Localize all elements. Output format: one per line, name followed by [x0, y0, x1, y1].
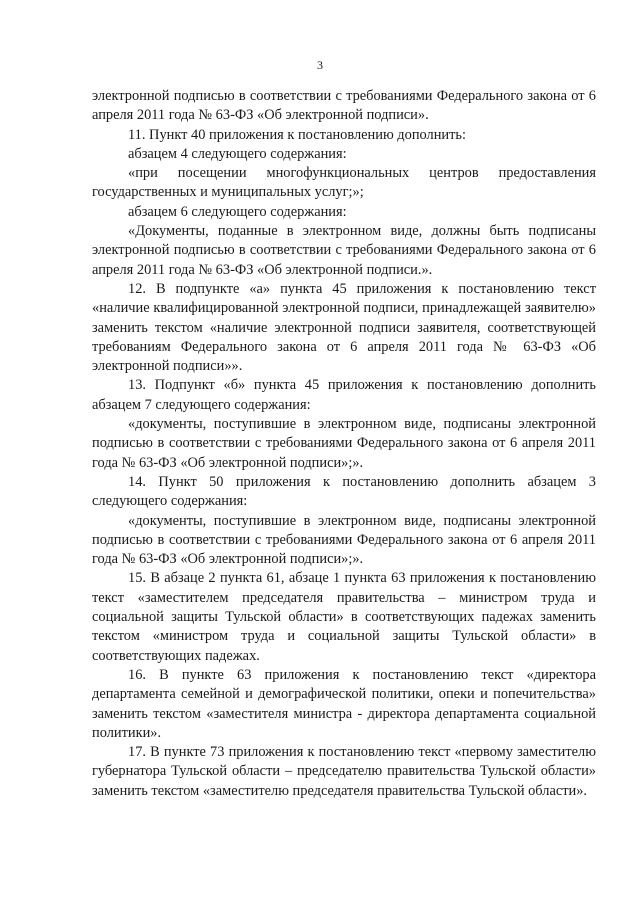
page-number: 3 — [317, 58, 323, 72]
paragraph-quote-abzac-4: «при посещении многофункциональных центров предоставления государственных и муниципальных услуг;»; — [92, 165, 596, 201]
document-body — [92, 87, 596, 801]
paragraph-item-17: 17. В пункте 73 приложения к постановлению текст «первому заместителю губернатора Тульской области – председателю правительства Тульской области» заменить текстом «заместителю председателя правительства Тульской области». — [92, 744, 596, 799]
paragraph-item-11: 11. Пункт 40 приложения к постановлению дополнить: — [128, 126, 466, 143]
paragraph-continuation: электронной подписью в соответствии с требованиями Федерального закона от 6 апреля 2011 года № 63-ФЗ «Об электронной подписи». — [92, 88, 596, 124]
paragraph-quote-abzac-6: «Документы, поданные в электронном виде, должны быть подписаны электронной подписью в соответствии с требованиями Федерального закона от 6 апреля 2011 года № 63-ФЗ «Об электронной подписи.». — [92, 223, 596, 278]
paragraph-subitem-abzac-4: абзацем 4 следующего содержания: — [128, 145, 347, 162]
paragraph-subitem-abzac-6: абзацем 6 следующего содержания: — [128, 203, 347, 220]
paragraph-quote-item-13: «документы, поступившие в электронном виде, подписаны электронной подписью в соответствии с требованиями Федерального закона от 6 апреля 2011 года № 63-ФЗ «Об электронной подписи»;». — [92, 416, 596, 471]
paragraph-item-16: 16. В пункте 63 приложения к постановлению текст «директора департамента семейной и демографической политики, опеки и попечительства» заменить текстом «заместителя министра - директора департамента социальной политики». — [92, 666, 596, 741]
paragraph-item-12: 12. В подпункте «а» пункта 45 приложения к постановлению текст «наличие квалифицированной электронной подписи, принадлежащей заявителю» заменить текстом «наличие электронной подписи заявителя, соответствующей требованиям Федерального закона от 6 апреля 2011 года № 63-ФЗ «Об электронной подписи»». — [92, 280, 596, 375]
paragraph-item-13: 13. Подпункт «б» пункта 45 приложения к постановлению дополнить абзацем 7 следующего содержания: — [92, 377, 596, 413]
paragraph-item-14: 14. Пункт 50 приложения к постановлению дополнить абзацем 3 следующего содержания: — [92, 473, 596, 510]
paragraph-quote-item-14: «документы, поступившие в электронном виде, подписаны электронной подписью в соответствии с требованиями Федерального закона от 6 апреля 2011 года № 63-ФЗ «Об электронной подписи»;». — [92, 512, 596, 568]
paragraph-item-15: 15. В абзаце 2 пункта 61, абзаце 1 пункта 63 приложения к постановлению текст «заместителем председателя правительства – министром труда и социальной защиты Тульской области» в соответствующих падежах заменить текстом «министром труда и социальной защиты Тульской области» в соответствующих падежах. — [92, 570, 596, 664]
